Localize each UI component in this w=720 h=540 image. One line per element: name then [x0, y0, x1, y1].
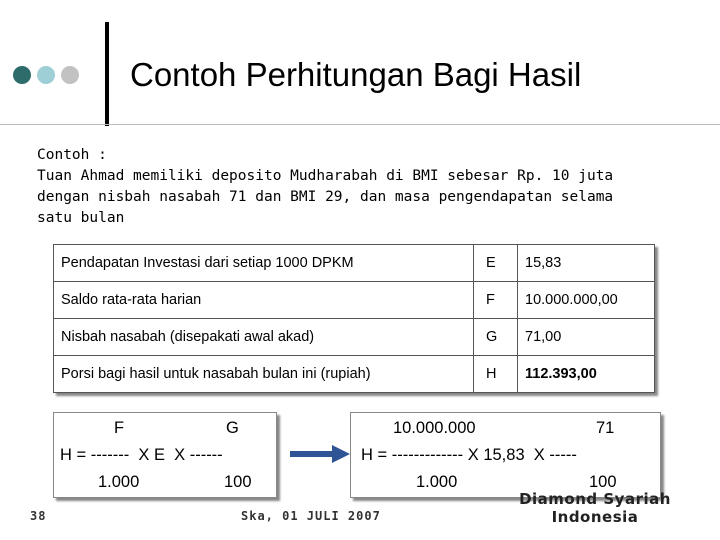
formula-divisor-1: 1.000 [98, 473, 140, 491]
row-value: 112.393,00 [518, 356, 655, 393]
table-row [54, 245, 655, 282]
dot-teal-icon [37, 66, 55, 84]
intro-line: dengan nisbah nasabah 71 dan BMI 29, dan masa pengendapatan selama [37, 189, 614, 205]
table-row [54, 319, 655, 356]
company-name [500, 490, 690, 526]
formula-balance: 10.000.000 [393, 419, 476, 437]
row-label: Pendapatan Investasi dari setiap 1000 DPKM [54, 245, 474, 282]
row-label: Saldo rata-rata harian [54, 282, 474, 319]
formula-symbolic [53, 412, 277, 498]
title-dots [13, 66, 79, 84]
row-label: Nisbah nasabah (disepakati awal akad) [54, 319, 474, 356]
company-line: Indonesia [551, 508, 639, 526]
formula-divisor-1: 1.000 [416, 473, 458, 491]
formula-numeric [350, 412, 661, 498]
row-label: Porsi bagi hasil untuk nasabah bulan ini (rupiah) [54, 356, 474, 393]
table-row [54, 282, 655, 319]
intro-line: Contoh : [37, 147, 107, 163]
formula-divisor-2: 100 [224, 473, 252, 491]
intro-line: Tuan Ahmad memiliki deposito Mudharabah di BMI sebesar Rp. 10 juta [37, 168, 614, 184]
company-line: Diamond Syariah [519, 490, 671, 508]
formula-f-label: F [114, 419, 125, 437]
table-row [54, 356, 655, 393]
row-code: G [474, 319, 518, 356]
formula-middle-line: H = ------- X E X ------ [60, 446, 223, 464]
calculation-table [53, 244, 655, 393]
slide-title: Contoh Perhitungan Bagi Hasil [130, 56, 582, 93]
formula-g-label: G [226, 419, 239, 437]
intro-text [37, 145, 687, 229]
dot-dark-icon [13, 66, 31, 84]
title-divider [105, 22, 109, 126]
arrow-right-icon [290, 445, 350, 463]
dot-gray-icon [61, 66, 79, 84]
title-rule [0, 124, 720, 125]
footer-date: Ska, 01 JULI 2007 [241, 509, 381, 523]
page-number: 38 [30, 509, 47, 523]
formula-divisor-2: 100 [589, 473, 617, 491]
intro-line: satu bulan [37, 210, 125, 226]
formula-nisbah: 71 [596, 419, 615, 437]
row-code: F [474, 282, 518, 319]
formula-middle-line: H = ------------- X 15,83 X ----- [361, 446, 577, 464]
row-value: 71,00 [518, 319, 655, 356]
row-code: H [474, 356, 518, 393]
row-value: 15,83 [518, 245, 655, 282]
row-code: E [474, 245, 518, 282]
row-value: 10.000.000,00 [518, 282, 655, 319]
